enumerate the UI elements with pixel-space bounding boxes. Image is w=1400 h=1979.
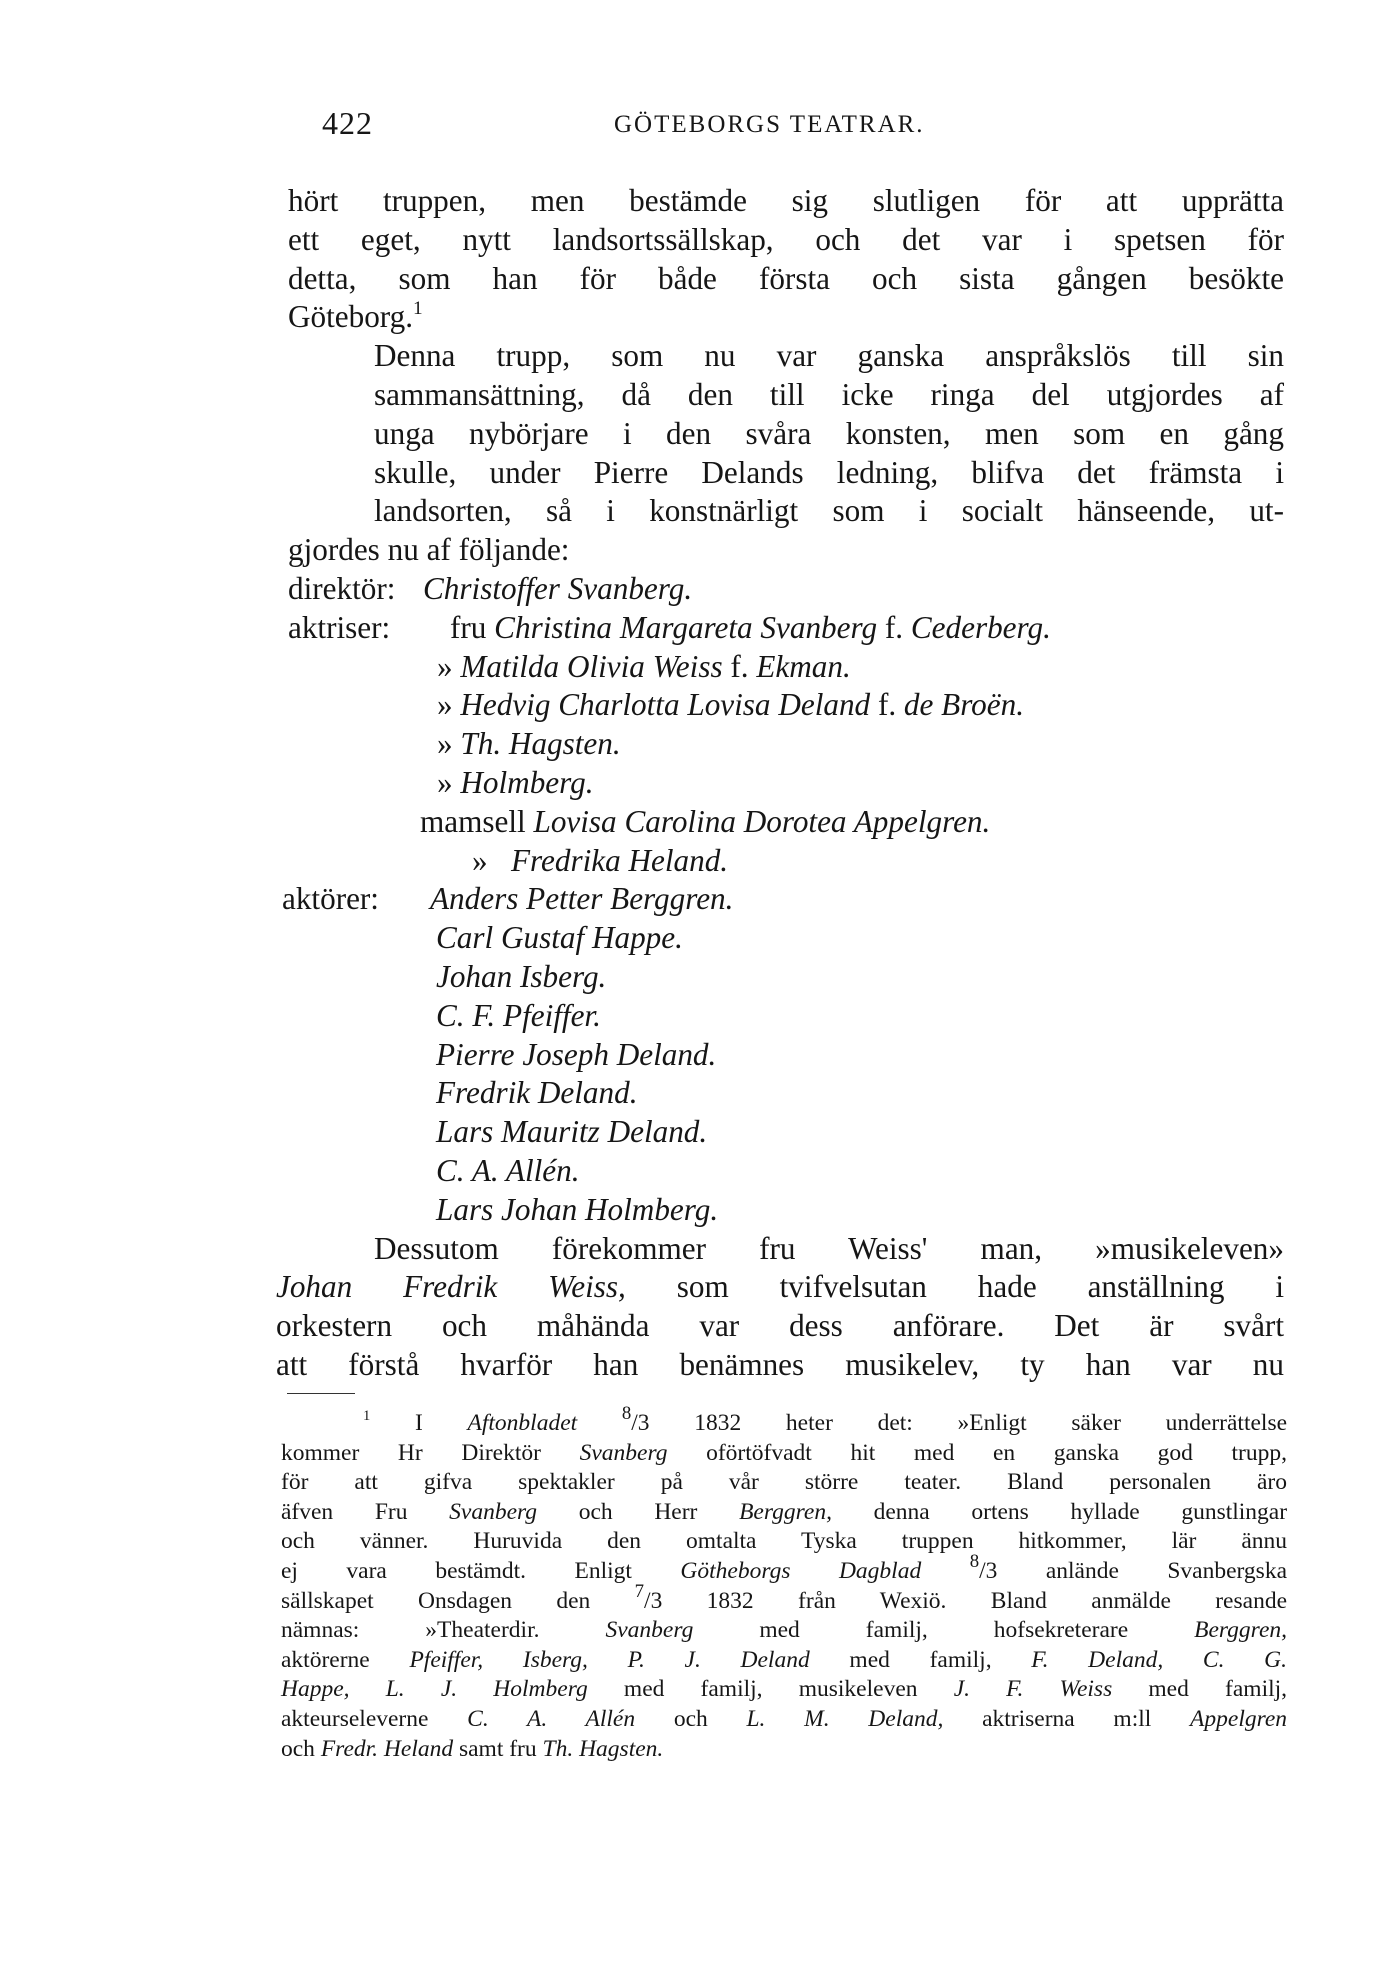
text-fragment: I: [414, 1410, 423, 1436]
paragraph-1: [288, 182, 1284, 337]
cast-row-actor: Carl Gustaf Happe.: [436, 920, 683, 956]
text-line: att förstå hvarför han benämnes musikelev, ty han var nu: [276, 1346, 1284, 1382]
cast-row-actor: Lars Johan Holmberg.: [436, 1191, 719, 1227]
text-line: orkestern och måhända var dess anförare. Det är svårt: [276, 1308, 1284, 1344]
director-label: direktör:: [288, 570, 396, 606]
actor-name: Anders Petter Berggren.: [430, 881, 734, 917]
actors-label: aktörer:: [282, 881, 379, 917]
text-fragment: /3 1832 heter det: »Enligt säker underrättelse: [631, 1410, 1288, 1436]
cast-row-director: [288, 570, 1284, 609]
person-name: Th. Hagsten.: [542, 1735, 664, 1762]
footnote-line: [281, 1551, 1288, 1587]
running-title: GÖTEBORGS TEATRAR.: [614, 111, 925, 138]
maiden-name: Cederberg.: [910, 609, 1051, 645]
person-name: Johan Fredrik Weiss,: [276, 1269, 626, 1305]
footnote-reference: 1: [413, 298, 423, 320]
paragraph-3: [276, 1230, 1284, 1385]
footnote-separator: [287, 1393, 355, 1394]
actress-name: Holmberg.: [460, 764, 594, 800]
footnote-line: [281, 1735, 1287, 1765]
mamsell-label: mamsell: [420, 803, 526, 839]
actress-name: Matilda Olivia Weiss: [460, 648, 723, 684]
text-fragment: med familj,: [1148, 1676, 1288, 1703]
text-line: sammansättning, då den till icke ringa del utgjordes af: [374, 376, 1284, 412]
born-marker: f.: [877, 687, 897, 723]
text-line: Dessutom förekommer fru Weiss' man, »musikeleven»: [374, 1230, 1284, 1266]
fru-label: fru: [450, 609, 487, 645]
text-fragment: och: [281, 1735, 315, 1762]
text-fragment: /3 1832 från Wexiö. Bland anmälde resande: [644, 1587, 1287, 1614]
actress-name: Th. Hagsten.: [460, 726, 621, 762]
footnote-line: [281, 1439, 1287, 1469]
cast-row-actress: [288, 609, 1284, 648]
text-fragment: /3 anlände Svanbergska: [979, 1557, 1288, 1584]
cast-list: [282, 570, 1284, 1230]
person-name: J. F. Weiss: [953, 1676, 1113, 1703]
text-fragment: denna ortens hyllade gunstlingar: [873, 1498, 1288, 1525]
paragraph-2: [288, 337, 1284, 570]
text-line: gjordes nu af följande:: [288, 532, 570, 568]
text-fragment: med familj,: [849, 1646, 992, 1673]
person-name: Berggren,: [1194, 1617, 1288, 1644]
footnote-line: [281, 1498, 1287, 1528]
ditto-mark: »: [437, 764, 453, 800]
actress-name: Lovisa Carolina Dorotea Appelgren.: [533, 803, 991, 839]
text-fragment: som tvifvelsutan hade anställning i: [676, 1269, 1284, 1305]
newspaper-title: Götheborgs Dagblad: [680, 1557, 922, 1584]
cast-row-actor: Johan Isberg.: [436, 958, 607, 994]
actress-name: Fredrika Heland.: [510, 842, 729, 878]
actresses-label: aktriser:: [288, 609, 391, 645]
person-name: Fredr. Heland: [320, 1735, 454, 1762]
person-names: Happe, L. J. Holmberg: [281, 1676, 588, 1703]
cast-row-actress: [288, 725, 1284, 764]
page-header: [322, 105, 1288, 145]
text-fragment: med familj, musikeleven: [623, 1676, 918, 1703]
person-names: Pfeiffer, Isberg, P. J. Deland: [409, 1646, 810, 1673]
person-name: C. A. Allén: [467, 1705, 636, 1732]
ditto-mark: »: [437, 687, 453, 723]
date-numerator: 8: [969, 1551, 980, 1573]
cast-row-actress: [288, 764, 1284, 803]
text-fragment: akteurseleverne: [281, 1705, 429, 1732]
cast-row-mamsell: [288, 842, 1284, 881]
date-numerator: 8: [621, 1403, 632, 1425]
main-text: [276, 182, 1284, 1385]
born-marker: f.: [884, 609, 904, 645]
cast-row-actor: Lars Mauritz Deland.: [436, 1114, 708, 1150]
text-fragment: Göteborg.: [288, 299, 414, 335]
cast-row-actor: [282, 880, 1284, 919]
newspaper-title: Aftonbladet: [467, 1410, 578, 1436]
footnote: [281, 1403, 1288, 1764]
person-name: Svanberg: [605, 1617, 694, 1644]
text-fragment: med familj, hofsekreterare: [759, 1617, 1129, 1644]
footnote-line: [281, 1616, 1287, 1646]
cast-row-actress: [288, 686, 1284, 725]
ditto-mark: »: [437, 648, 453, 684]
cast-row-actress: [288, 648, 1284, 687]
ditto-mark: »: [437, 726, 453, 762]
ditto-mark: »: [472, 842, 488, 878]
text-line: detta, som han för både första och sista gången besökte: [288, 260, 1284, 296]
cast-row-mamsell: [288, 803, 1284, 842]
text-fragment: och: [673, 1705, 708, 1732]
text-line: [288, 298, 1284, 337]
footnote-line: för att gifva spektakler på vår större teater. Bland personalen äro: [281, 1469, 1287, 1496]
text-line: [276, 1268, 1284, 1307]
actress-name: Christina Margareta Svanberg: [494, 609, 878, 645]
footnote-line: och vänner. Huruvida den omtalta Tyska truppen hitkommer, lär ännu: [281, 1528, 1287, 1555]
person-name: Appelgren: [1190, 1705, 1288, 1732]
text-fragment: och Herr: [578, 1498, 698, 1525]
actress-name: Hedvig Charlotta Lovisa Deland: [460, 687, 871, 723]
cast-row-actor: Pierre Joseph Deland.: [436, 1036, 717, 1072]
person-name: Svanberg: [579, 1439, 668, 1466]
text-line: hört truppen, men bestämde sig slutligen för att upprätta: [288, 183, 1284, 218]
cast-row-actor: C. F. Pfeiffer.: [436, 997, 601, 1033]
person-names: F. Deland, C. G.: [1031, 1646, 1288, 1673]
text-fragment: oförtöfvadt hit med en ganska god trupp,: [706, 1439, 1287, 1466]
cast-row-actor: Fredrik Deland.: [436, 1075, 638, 1111]
date-numerator: 7: [634, 1580, 645, 1602]
person-name: Svanberg: [449, 1498, 538, 1525]
person-name: Berggren,: [739, 1498, 832, 1525]
footnote-line: [281, 1675, 1287, 1705]
footnote-line: [281, 1580, 1287, 1617]
footnote-line: [281, 1705, 1287, 1735]
page-number: 422: [322, 105, 373, 141]
footnote-line: [281, 1403, 1288, 1439]
text-fragment: kommer Hr Direktör: [281, 1439, 541, 1466]
cast-row-actor: C. A. Allén.: [436, 1152, 580, 1188]
text-fragment: ej vara bestämdt. Enligt: [281, 1557, 632, 1584]
text-line: landsorten, så i konstnärligt som i socialt hänseende, ut-: [374, 493, 1284, 529]
text-line: ett eget, nytt landsortssällskap, och det var i spetsen för: [288, 221, 1284, 257]
director-name: Christoffer Svanberg.: [423, 570, 693, 606]
text-fragment: sällskapet Onsdagen den: [281, 1587, 591, 1614]
text-fragment: aktriserna m:ll: [982, 1705, 1152, 1732]
text-fragment: samt fru: [458, 1735, 537, 1762]
text-fragment: aktörerne: [281, 1646, 370, 1673]
person-name: L. M. Deland,: [746, 1705, 944, 1732]
footnote-number: 1: [363, 1407, 371, 1424]
footnote-line: [281, 1646, 1287, 1676]
text-fragment: nämnas: »Theaterdir.: [281, 1617, 540, 1644]
maiden-name: de Broën.: [903, 687, 1025, 723]
text-line: Denna trupp, som nu var ganska anspråkslös till sin: [374, 338, 1284, 374]
text-fragment: äfven Fru: [281, 1498, 408, 1525]
born-marker: f.: [730, 648, 749, 684]
text-line: skulle, under Pierre Delands ledning, blifva det främsta i: [374, 454, 1284, 490]
maiden-name: Ekman.: [756, 648, 851, 684]
text-line: unga nybörjare i den svåra konsten, men som en gång: [374, 415, 1284, 451]
